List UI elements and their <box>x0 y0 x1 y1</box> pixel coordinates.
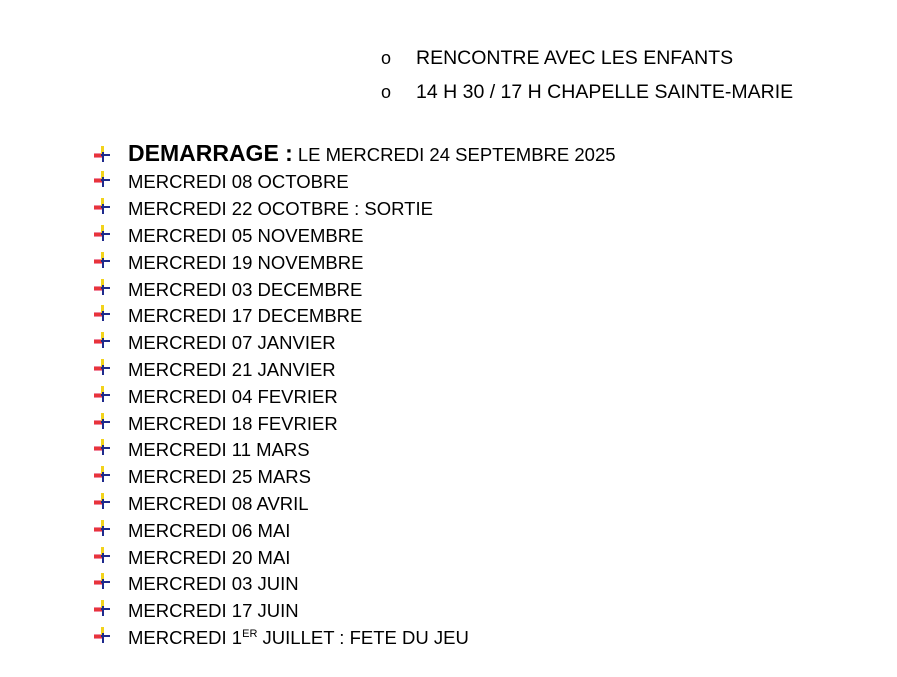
date-item <box>92 434 616 461</box>
date-item <box>92 595 616 622</box>
date-text: MERCREDI 19 NOVEMBRE <box>128 251 364 273</box>
last-date-prefix: MERCREDI 1 <box>128 627 243 648</box>
date-text: MERCREDI 21 JANVIER <box>128 359 336 381</box>
date-item <box>92 166 616 193</box>
four-color-cross-bullet-icon <box>92 545 128 565</box>
list-item <box>381 75 793 109</box>
date-item <box>92 220 616 247</box>
date-text: MERCREDI 22 OCOTBRE : SORTIE <box>128 198 433 220</box>
date-text: MERCREDI 03 DECEMBRE <box>128 278 363 300</box>
date-text: MERCREDI 17 DECEMBRE <box>128 305 363 327</box>
four-color-cross-bullet-icon <box>92 411 128 431</box>
date-text: MERCREDI 03 JUIN <box>128 573 299 595</box>
date-item <box>92 273 616 300</box>
four-color-cross-bullet-icon <box>92 437 128 457</box>
date-text: MERCREDI 06 MAI <box>128 519 291 541</box>
list-item-text: 14 H 30 / 17 H CHAPELLE SAINTE-MARIE <box>416 80 794 103</box>
date-item <box>92 407 616 434</box>
date-text: MERCREDI 20 MAI <box>128 546 291 568</box>
four-color-cross-bullet-icon <box>92 144 128 164</box>
date-text: MERCREDI 17 JUIN <box>128 600 299 622</box>
date-item <box>92 193 616 220</box>
last-date <box>128 628 469 648</box>
date-item <box>92 541 616 568</box>
date-text: MERCREDI 05 NOVEMBRE <box>128 225 364 247</box>
four-color-cross-bullet-icon <box>92 223 128 243</box>
date-text: MERCREDI 18 FEVRIER <box>128 412 338 434</box>
four-color-cross-bullet-icon <box>92 250 128 270</box>
last-date-suffix: JUILLET : FETE DU JEU <box>257 627 469 648</box>
date-item <box>92 461 616 488</box>
four-color-cross-bullet-icon <box>92 303 128 323</box>
date-text: MERCREDI 25 MARS <box>128 466 311 488</box>
four-color-cross-bullet-icon <box>92 491 128 511</box>
date-text: MERCREDI 11 MARS <box>128 439 310 461</box>
four-color-cross-bullet-icon <box>92 518 128 538</box>
date-text: MERCREDI 08 AVRIL <box>128 493 309 515</box>
last-date-sup: ER <box>242 628 258 640</box>
four-color-cross-bullet-icon <box>92 625 128 645</box>
date-item <box>92 354 616 381</box>
date-item <box>92 380 616 407</box>
list-item-text: RENCONTRE AVEC LES ENFANTS <box>416 46 734 69</box>
start-label: DEMARRAGE : <box>128 139 293 166</box>
four-color-cross-bullet-icon <box>92 464 128 484</box>
start-date: LE MERCREDI 24 SEPTEMBRE 2025 <box>297 143 616 165</box>
four-color-cross-bullet-icon <box>92 357 128 377</box>
four-color-cross-bullet-icon <box>92 169 128 189</box>
sub-bullet-list <box>381 41 793 109</box>
date-text: MERCREDI 08 OCTOBRE <box>128 171 349 193</box>
date-item <box>92 514 616 541</box>
date-item <box>92 136 616 166</box>
four-color-cross-bullet-icon <box>92 384 128 404</box>
four-color-cross-bullet-icon <box>92 571 128 591</box>
date-item <box>92 246 616 273</box>
date-item <box>92 327 616 354</box>
date-item <box>92 622 616 649</box>
four-color-cross-bullet-icon <box>92 330 128 350</box>
four-color-cross-bullet-icon <box>92 598 128 618</box>
date-text: MERCREDI 04 FEVRIER <box>128 385 338 407</box>
dates-list <box>92 136 616 648</box>
date-text: MERCREDI 07 JANVIER <box>128 332 336 354</box>
date-item <box>92 488 616 515</box>
four-color-cross-bullet-icon <box>92 196 128 216</box>
four-color-cross-bullet-icon <box>92 277 128 297</box>
circle-bullet-icon: o <box>381 48 392 68</box>
circle-bullet-icon: o <box>381 82 392 102</box>
date-item <box>92 300 616 327</box>
list-item <box>381 41 793 75</box>
date-item <box>92 568 616 595</box>
